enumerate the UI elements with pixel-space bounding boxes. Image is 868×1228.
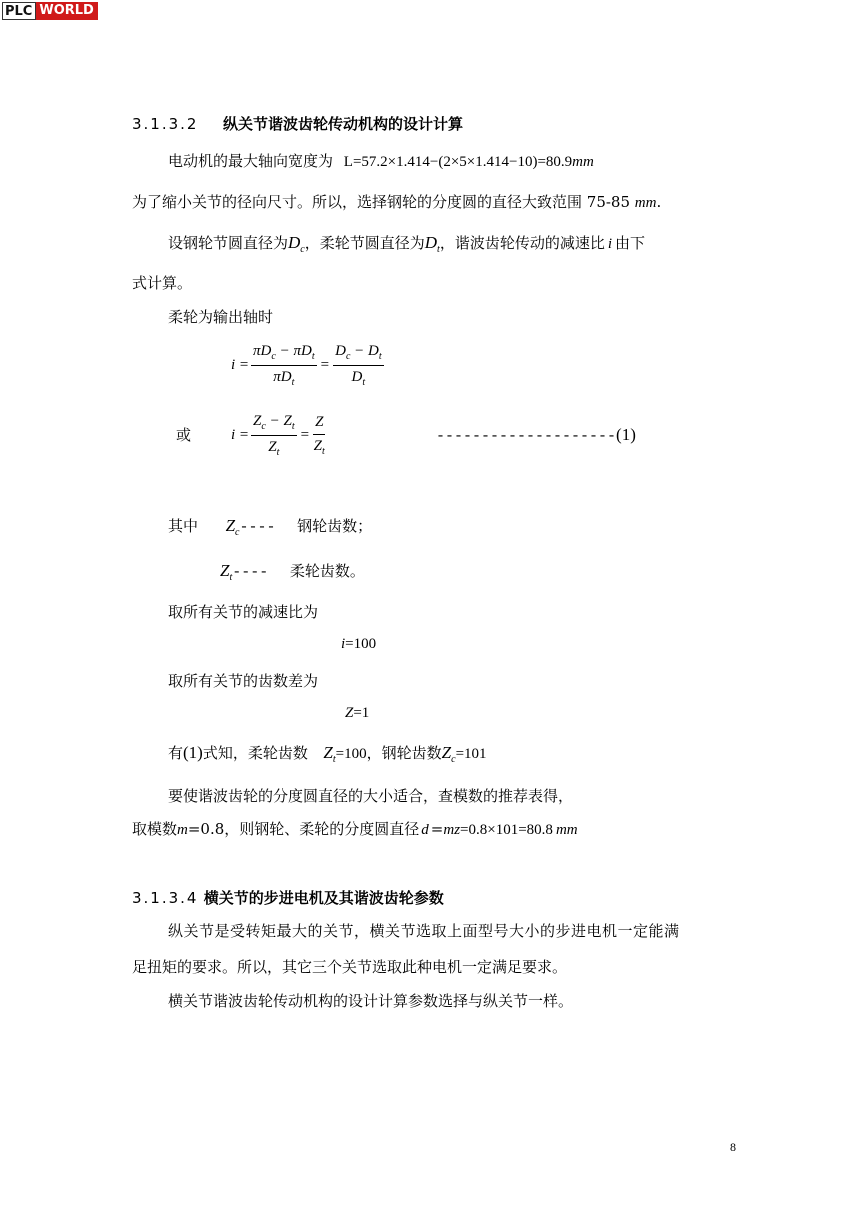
ratio-equation: i=100 (341, 636, 377, 652)
module-line (132, 818, 578, 839)
paragraph-line: 足扭矩的要求。所以，其它三个关节选取此种电机一定满足要求。 (132, 958, 568, 976)
text-segment: =0.8×101=80.8 (460, 822, 553, 838)
unit-mm: mm (634, 195, 657, 211)
section-title: 横关节的步进电机及其谐波齿轮参数 (203, 889, 444, 907)
section-title: 纵关节谐波齿轮传动机构的设计计算 (222, 115, 463, 133)
text-segment: 由下 (615, 234, 646, 252)
section-number: 3.1.3.2 (132, 115, 199, 133)
text-segment: 有 (168, 744, 184, 762)
var-m: m (177, 822, 188, 838)
section-heading-3134 (132, 887, 444, 908)
plcworld-logo (2, 2, 98, 20)
equation-number: (1) (616, 425, 636, 444)
text-segment: 电动机的最大轴向宽度为 (168, 152, 334, 170)
diameter-range-line (132, 191, 661, 212)
equation-ratio-teeth (231, 413, 325, 458)
paragraph-line: 纵关节是受转矩最大的关节，横关节选取上面型号大小的步进电机一定能满 (168, 922, 680, 940)
or-label: 或 (176, 426, 192, 444)
var-Zt: $Z_t$ (323, 743, 336, 765)
equation-ref: (1) (183, 743, 203, 762)
motor-width-line (168, 150, 594, 171)
text-segment: 设钢轮节圆直径为 (168, 234, 289, 252)
flexspline-output-line: 柔轮为输出轴时 (168, 308, 274, 326)
section-heading-3132 (132, 113, 463, 134)
text-segment: ，谐波齿轮传动的减速比 (439, 234, 605, 252)
text-segment: 柔轮齿数。 (289, 562, 365, 580)
eq-fraction-2: $\frac{D_c - D_t}{D_t}$ (335, 343, 382, 388)
section-number: 3.1.3.4 (132, 889, 199, 907)
text-segment: 取模数 (132, 820, 178, 838)
leader-dashes: ---- (232, 564, 269, 581)
eq-equals: = (320, 357, 330, 373)
module-text: 要使谐波齿轮的分度圆直径的大小适合，查模数的推荐表得， (168, 787, 574, 805)
ratio-text: 取所有关节的减速比为 (168, 603, 319, 621)
teeth-result-line (168, 742, 487, 765)
motor-width-formula: L=57.2×1.414−(2×5×1.414−10)=80.9 (343, 154, 573, 170)
text-segment: ，柔轮节圆直径为 (304, 234, 425, 252)
calc-line: 式计算。 (132, 274, 193, 292)
text-segment: =101 (455, 746, 487, 762)
unit-mm: mm (555, 822, 578, 838)
eq-equals: = (300, 427, 310, 443)
text-segment: =0.8，则钢轮、柔轮的分度圆直径 (187, 820, 420, 838)
text-segment: =100，钢轮齿数 (335, 746, 442, 762)
text-segment: 为了缩小关节的径向尺寸。所以，选择钢轮的分度圆的直径大致范围 75-85 (132, 193, 631, 211)
paragraph-line: 横关节谐波齿轮传动机构的设计计算参数选择与纵关节一样。 (168, 992, 574, 1010)
logo-world: WORLD (36, 2, 97, 20)
where-zc-line (168, 515, 372, 538)
teeth-diff-equation: Z=1 (345, 705, 370, 721)
var-mz: mz (443, 822, 461, 838)
leader-dashes: ---- (239, 519, 276, 536)
eq-fraction-2: $\frac{Z}{Z_t}$ (313, 414, 325, 457)
text-segment: 钢轮齿数； (297, 517, 373, 535)
eq-lhs: i = (231, 357, 250, 373)
unit-mm: mm (572, 154, 594, 170)
teeth-diff-text: 取所有关节的齿数差为 (168, 672, 319, 690)
text-segment: 其中 (168, 517, 199, 535)
page-number: 8 (730, 1140, 736, 1154)
text-segment: = (430, 820, 444, 838)
eq-fraction-1: $\frac{Z_c - Z_t}{Z_t}$ (253, 413, 295, 458)
equation-leader-dashes: --------------------(1) (436, 425, 636, 445)
eq-fraction-1: $\frac{\pi D_c - \pi D_t}{\pi D_t}$ (253, 343, 315, 388)
equation-ratio-diameter (231, 343, 384, 388)
var-Zc: $Z_c$ (441, 743, 456, 765)
eq-lhs: i = (231, 427, 250, 443)
var-d: d (421, 822, 429, 838)
var-Zt: $Z_t$ (220, 561, 233, 583)
var-Dt: $D_t$ (424, 233, 440, 255)
definition-line (168, 232, 645, 255)
logo-plc: PLC (2, 2, 36, 20)
var-i: i (607, 236, 613, 252)
var-Zc: $Z_c$ (225, 516, 240, 538)
text-segment: 式知，柔轮齿数 (202, 744, 308, 762)
var-Dc: $D_c$ (288, 233, 305, 255)
text-segment: . (656, 193, 662, 211)
where-zt-line (220, 560, 365, 583)
